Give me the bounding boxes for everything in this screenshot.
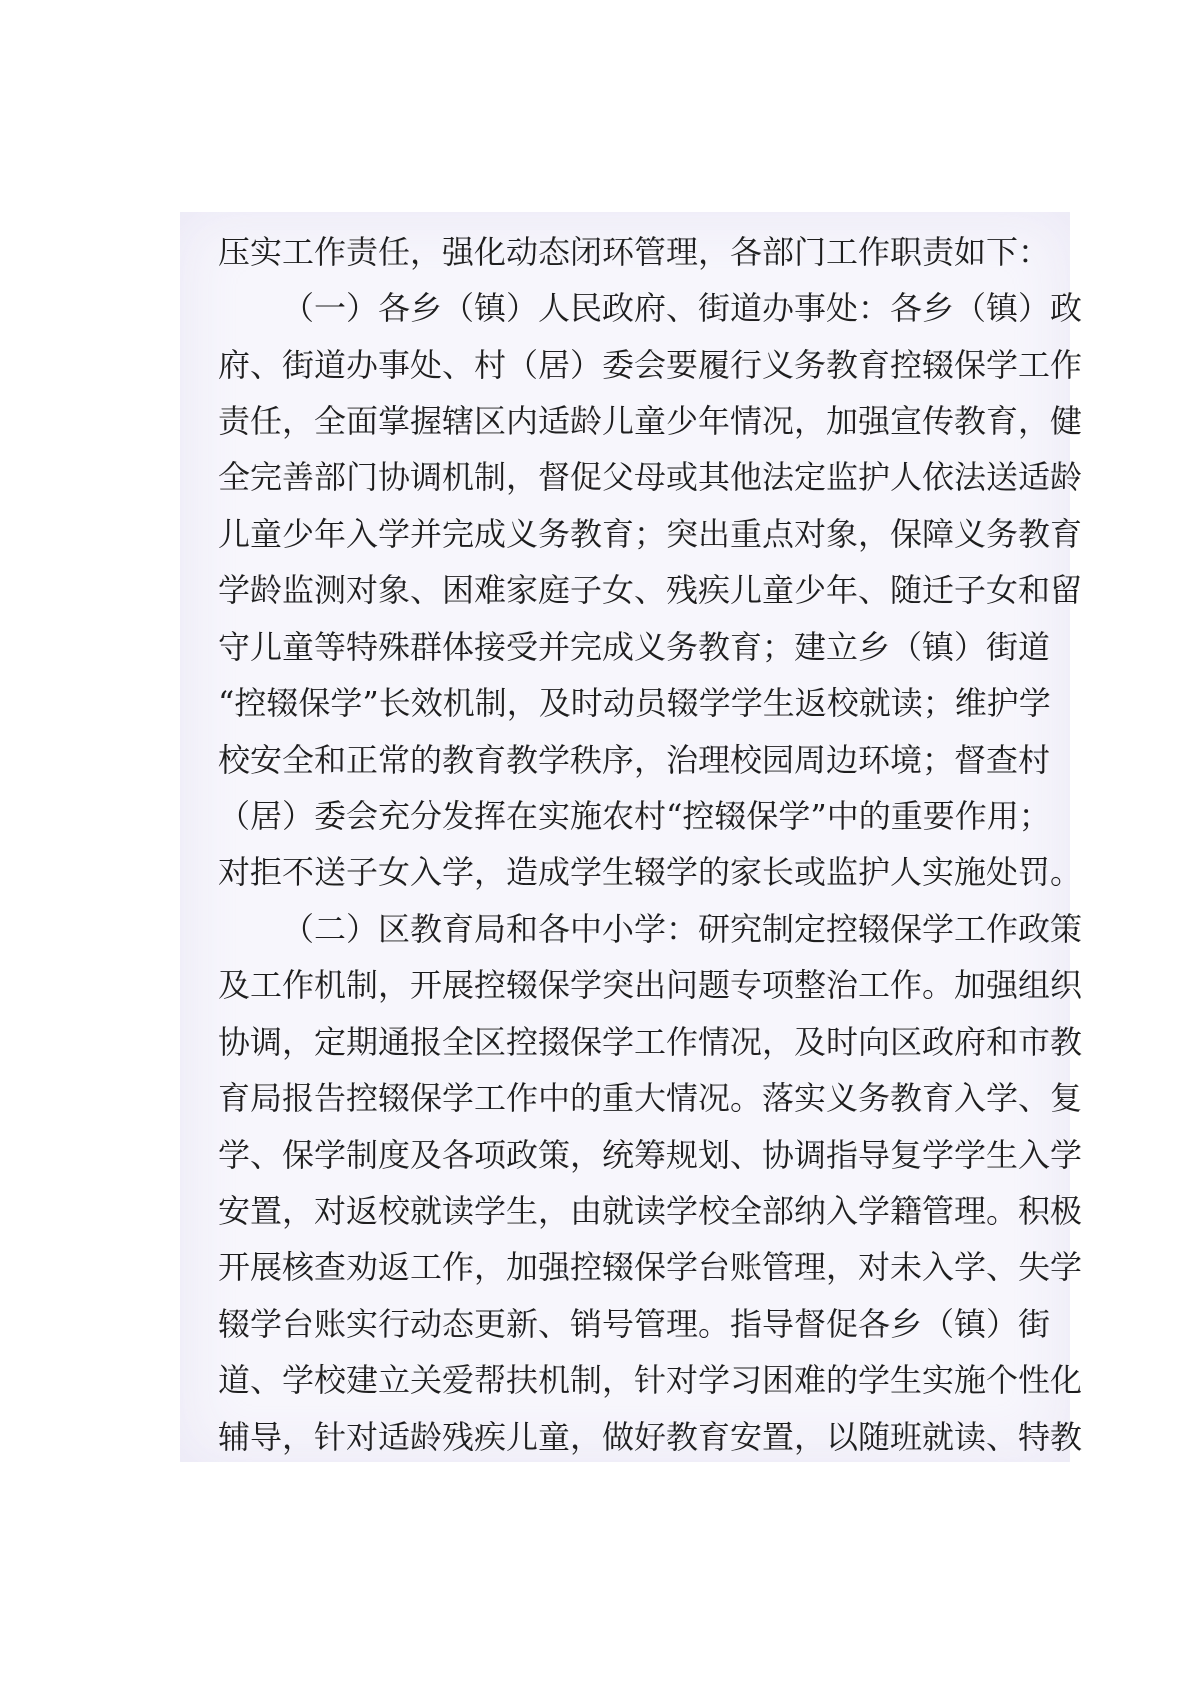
text-line: 府、街道办事处、村（居）委会要履行义务教育控辍保学工作: [218, 346, 1083, 384]
text-line: 协调，定期通报全区控掇保学工作情况，及时向区政府和市教: [218, 1023, 1083, 1061]
text-line: （居）委会充分发挥在实施农村“控辍保学”中的重要作用；: [218, 797, 1051, 835]
text-line: 责任，全面掌握辖区内适龄儿童少年情况，加强宣传教育，健: [218, 402, 1083, 440]
text-line: 学、保学制度及各项政策，统筹规划、协调指导复学学生入学: [218, 1136, 1083, 1174]
text-line: 压实工作责任，强化动态闭环管理，各部门工作职责如下：: [218, 233, 1051, 271]
text-line: 安置，对返校就读学生，由就读学校全部纳入学籍管理。积极: [218, 1192, 1083, 1230]
text-line: 开展核查劝返工作，加强控辍保学台账管理，对未入学、失学: [218, 1248, 1083, 1286]
text-line: 育局报告控辍保学工作中的重大情况。落实义务教育入学、复: [218, 1079, 1083, 1117]
text-line: 道、学校建立关爱帮扶机制，针对学习困难的学生实施个性化: [218, 1361, 1083, 1399]
text-line: 学龄监测对象、困难家庭子女、残疾儿童少年、随迁子女和留: [218, 571, 1083, 609]
text-line: 辅导，针对适龄残疾儿童，做好教育安置，以随班就读、特教: [218, 1418, 1083, 1456]
text-line: 全完善部门协调机制，督促父母或其他法定监护人依法送适龄: [218, 458, 1083, 496]
text-line: “控辍保学”长效机制，及时动员辍学学生返校就读；维护学: [218, 684, 1051, 722]
text-line: 对拒不送子女入学，造成学生辍学的家长或监护人实施处罚。: [218, 853, 1083, 891]
text-line: 校安全和正常的教育教学秩序，治理校园周边环境；督查村: [218, 741, 1051, 779]
section-heading-2: （二）区教育局和各中小学：研究制定控辍保学工作政策: [282, 910, 1083, 948]
text-line: 儿童少年入学并完成义务教育；突出重点对象，保障义务教育: [218, 515, 1083, 553]
text-line: 守儿童等特殊群体接受并完成义务教育；建立乡（镇）街道: [218, 628, 1051, 666]
section-heading-1: （一）各乡（镇）人民政府、街道办事处：各乡（镇）政: [282, 289, 1083, 327]
text-line: 辍学台账实行动态更新、销号管理。指导督促各乡（镇）街: [218, 1305, 1051, 1343]
text-line: 及工作机制，开展控辍保学突出问题专项整治工作。加强组织: [218, 966, 1083, 1004]
